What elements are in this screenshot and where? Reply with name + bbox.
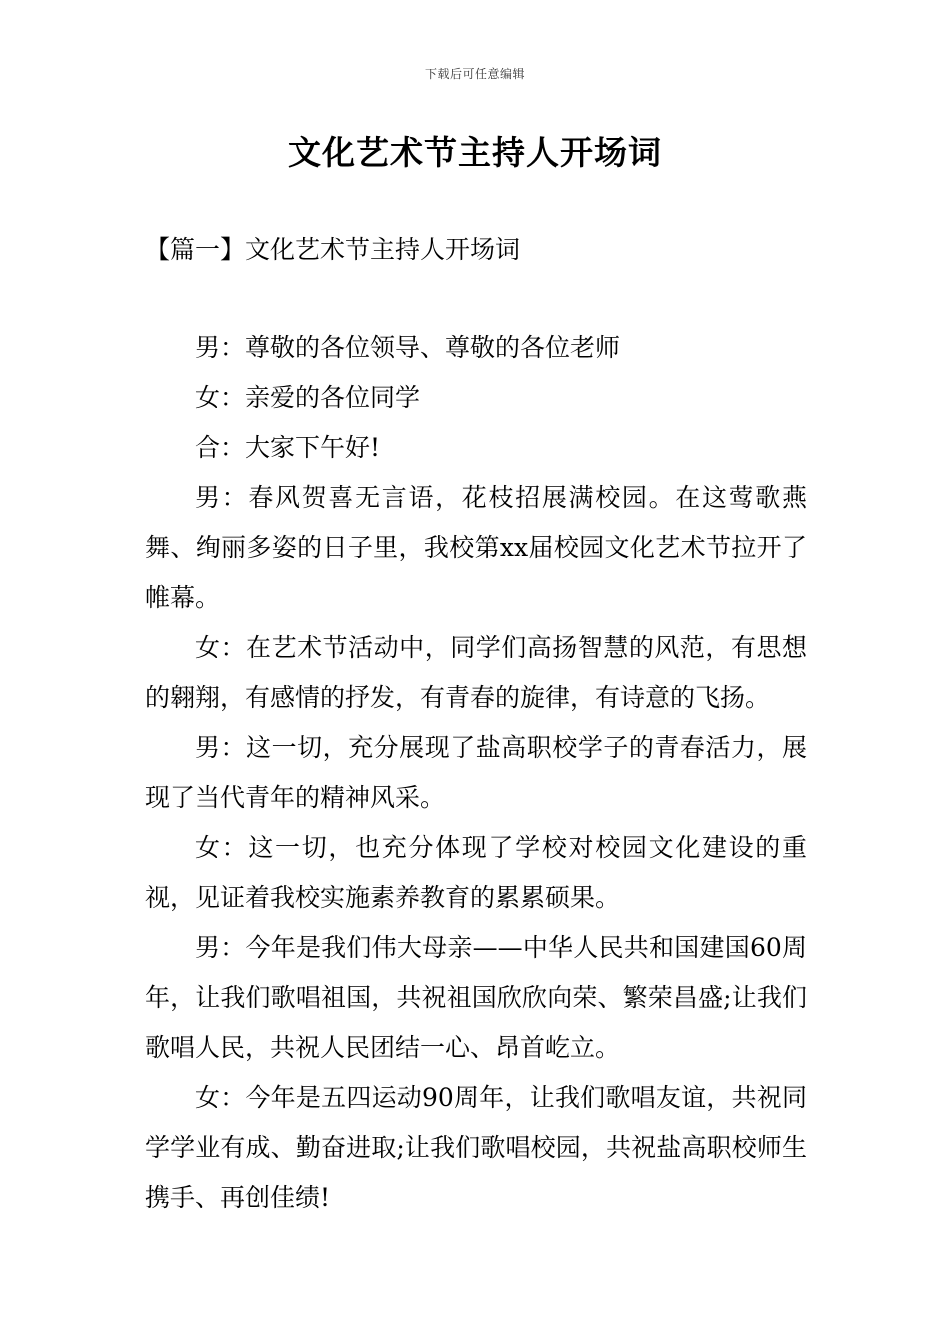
document-title: 文化艺术节主持人开场词 <box>288 133 662 172</box>
paragraph: 女：今年是五四运动90周年，让我们歌唱友谊，共祝同学学业有成、勤奋进取;让我们歌唱校园，共祝盐高职校师生携手、再创佳绩! <box>145 1083 807 1212</box>
paragraph: 女：亲爱的各位同学 <box>195 383 421 412</box>
section-heading: 【篇一】文化艺术节主持人开场词 <box>145 235 521 264</box>
paragraph: 男：尊敬的各位领导、尊敬的各位老师 <box>195 333 621 362</box>
paragraph: 男：今年是我们伟大母亲——中华人民共和国建国60周年，让我们歌唱祖国，共祝祖国欣欣向荣、繁荣昌盛;让我们歌唱人民，共祝人民团结一心、昂首屹立。 <box>145 933 807 1062</box>
paragraph: 男：这一切，充分展现了盐高职校学子的青春活力，展现了当代青年的精神风采。 <box>145 733 807 812</box>
paragraph: 男：春风贺喜无言语，花枝招展满校园。在这莺歌燕舞、绚丽多姿的日子里，我校第xx届校园文化艺术节拉开了帷幕。 <box>145 483 807 612</box>
paragraph: 女：在艺术节活动中，同学们高扬智慧的风范，有思想的翱翔，有感情的抒发，有青春的旋律，有诗意的飞扬。 <box>145 633 807 712</box>
paragraph: 女：这一切，也充分体现了学校对校园文化建设的重视，见证着我校实施素养教育的累累硕果。 <box>145 833 807 912</box>
header-note: 下载后可任意编辑 <box>424 67 525 81</box>
document-body <box>145 323 807 1223</box>
paragraph: 合：大家下午好! <box>195 433 381 462</box>
